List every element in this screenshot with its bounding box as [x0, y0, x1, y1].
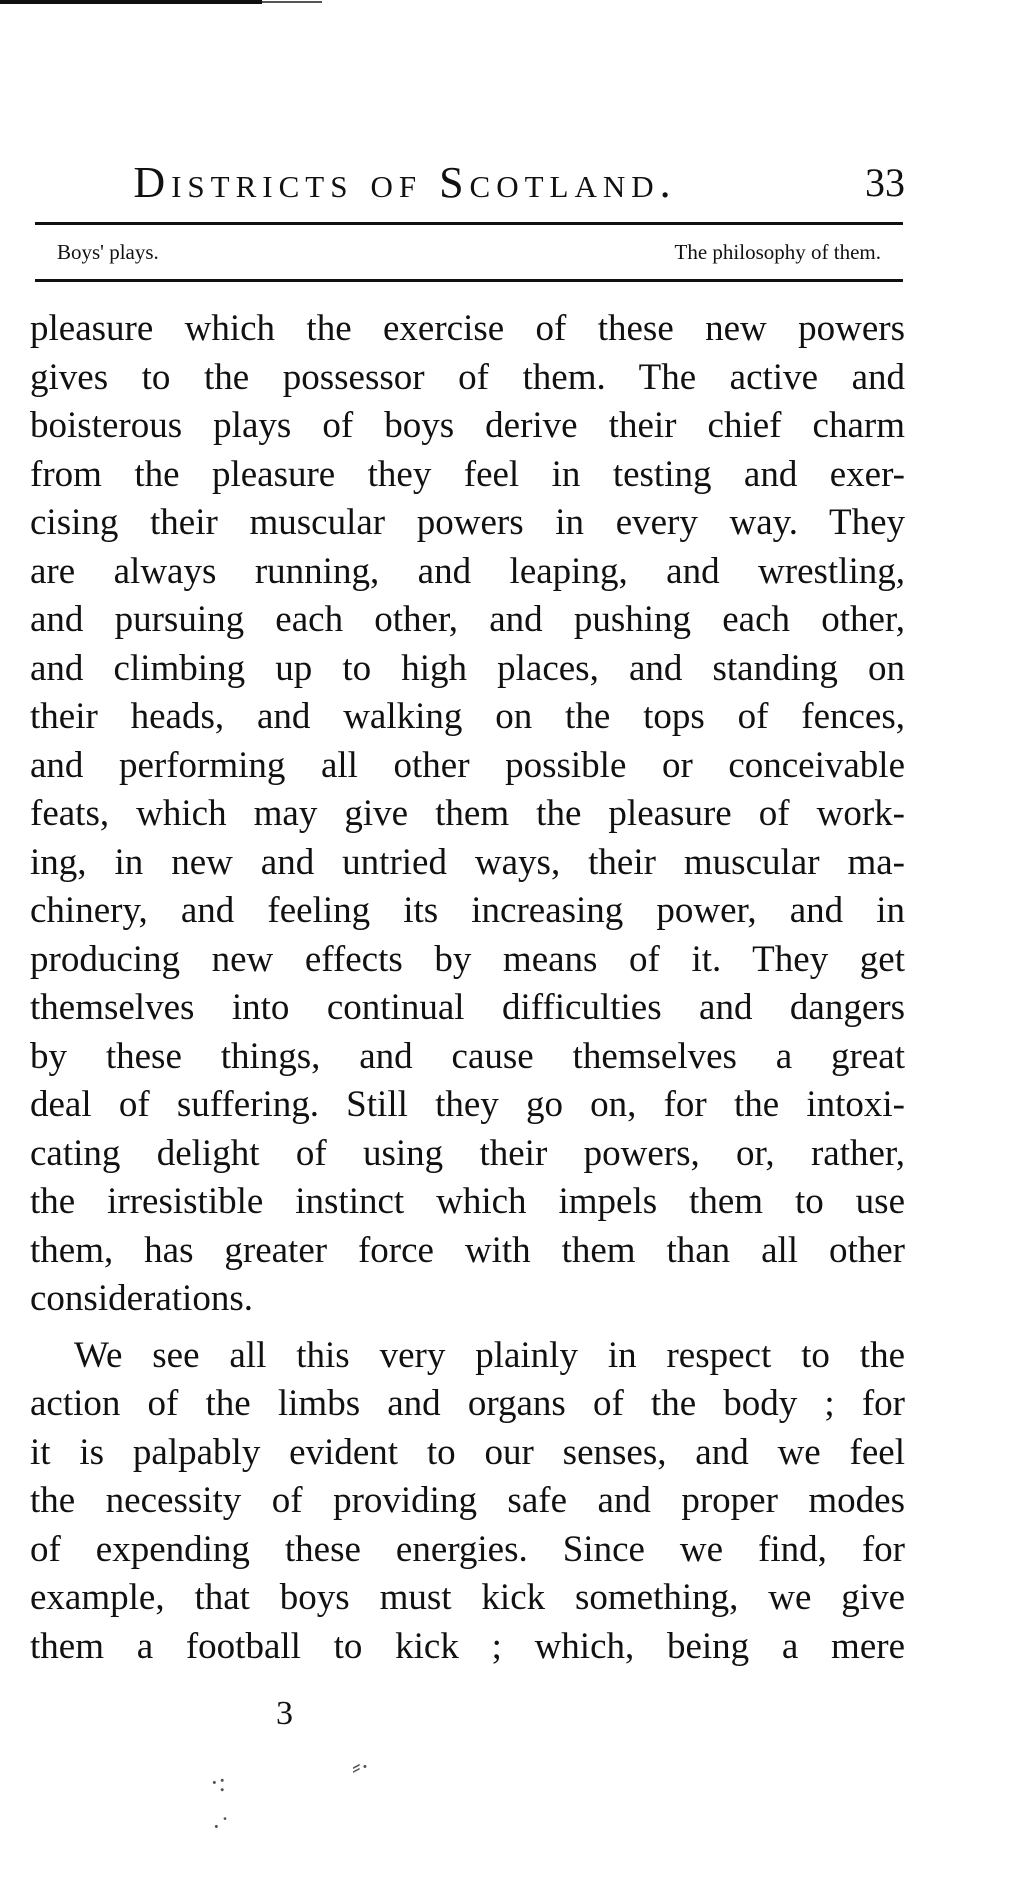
page-header — [35, 158, 905, 208]
text-line: by these things, and cause themselves a great — [30, 1035, 905, 1077]
body-text — [30, 305, 905, 1671]
text-line: of expending these energies. Since we find, for — [30, 1528, 905, 1570]
sidenote-bar — [35, 230, 903, 274]
sidenote-right: The philosophy of them. — [674, 240, 881, 264]
text-line: the irresistible instinct which impels them to use — [30, 1181, 905, 1222]
text-line: it is palpably evident to our senses, and we feel — [30, 1431, 905, 1473]
sidenote-left: Boys' plays. — [57, 240, 159, 264]
header-rule-bottom — [35, 279, 903, 282]
text-line: cating delight of using their powers, or, rather, — [30, 1132, 905, 1174]
text-line: producing new effects by means of it. They get — [30, 938, 905, 980]
top-edge-rule-tail — [262, 1, 322, 3]
ink-speck: ·˙ — [212, 1812, 230, 1841]
signature-mark: 3 — [276, 1695, 293, 1732]
text-line: from the pleasure they feel in testing and exer- — [30, 453, 905, 495]
text-line: them, has greater force with them than all other — [30, 1229, 905, 1271]
text-line: and climbing up to high places, and standing on — [30, 647, 905, 689]
paragraph-gap — [30, 1324, 905, 1332]
text-line: and pursuing each other, and pushing each other, — [30, 599, 905, 640]
text-line: example, that boys must kick something, we give — [30, 1577, 905, 1618]
text-line: boisterous plays of boys derive their chief charm — [30, 405, 905, 446]
text-line: and performing all other possible or conceivable — [30, 744, 905, 786]
text-line: feats, which may give them the pleasure of work- — [30, 793, 905, 834]
text-line: considerations. — [30, 1278, 253, 1319]
text-line: them a football to kick ; which, being a mere — [30, 1625, 905, 1667]
text-line: chinery, and feeling its increasing power, and in — [30, 890, 905, 931]
text-line: are always running, and leaping, and wrestling, — [30, 550, 905, 592]
text-line: deal of suffering. Still they go on, for the intoxi- — [30, 1084, 905, 1125]
page-number: 33 — [865, 160, 905, 205]
text-line: ing, in new and untried ways, their muscular ma- — [30, 841, 905, 883]
text-line: We see all this very plainly in respect to the — [74, 1334, 905, 1376]
text-line: the necessity of providing safe and proper modes — [30, 1480, 905, 1521]
running-title: Districts of Scotland. — [133, 158, 677, 207]
text-line: action of the limbs and organs of the body ; for — [30, 1383, 905, 1424]
text-line: cising their muscular powers in every way. They — [30, 502, 905, 543]
text-line: gives to the possessor of them. The active and — [30, 356, 905, 398]
text-line: themselves into continual difficulties and dangers — [30, 987, 905, 1028]
text-line: their heads, and walking on the tops of fences, — [30, 696, 905, 737]
header-rule-top — [35, 222, 903, 225]
ink-speck: ⸗· — [352, 1752, 370, 1781]
top-edge-rule — [0, 0, 262, 4]
ink-speck: ·: — [210, 1768, 226, 1797]
text-line: pleasure which the exercise of these new powers — [30, 308, 905, 349]
